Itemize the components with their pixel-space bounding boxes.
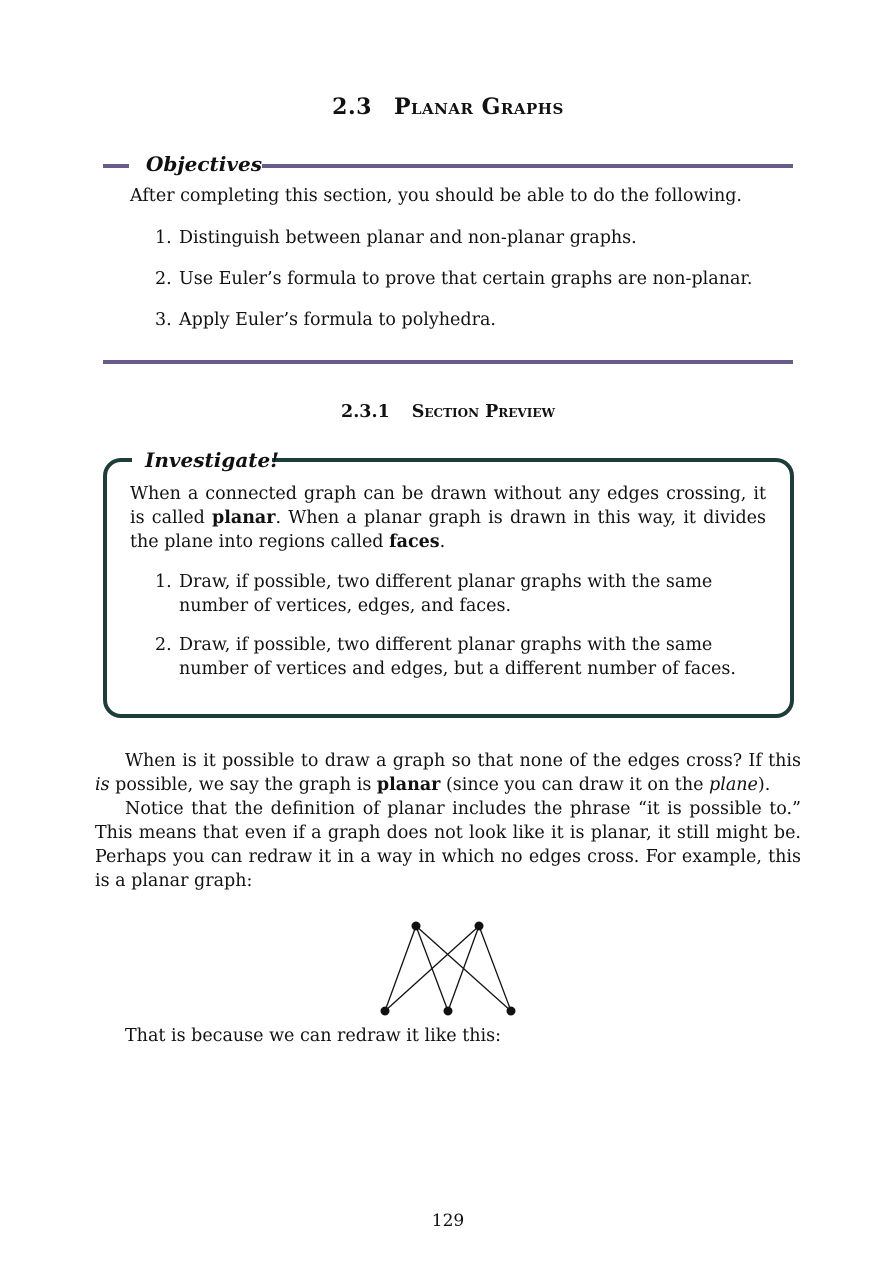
objectives-heading: Objectives: [146, 152, 262, 176]
graph-edge: [385, 926, 416, 1011]
body-text: possible, we say the graph is: [109, 775, 377, 795]
graph-edge: [385, 926, 479, 1011]
body-text: ).: [757, 775, 771, 795]
graph-vertex: [412, 922, 421, 931]
investigate-item-text: Draw, if possible, two different planar graphs with the same number of vertices and edges, but a different number of faces.: [179, 635, 736, 679]
graph-vertex: [475, 922, 484, 931]
investigate-item-number: 1.: [155, 572, 172, 592]
objective-number: 2.: [155, 269, 172, 289]
investigate-item-text: Draw, if possible, two different planar graphs with the same number of vertices, edges, and faces.: [179, 572, 713, 616]
emphasis-is: is: [95, 775, 110, 795]
body-text: When is it possible to draw a graph so that none of the edges cross? If this: [125, 751, 801, 771]
body-paragraph-2: [95, 797, 801, 893]
objectives-rule-right: [262, 164, 793, 168]
objective-item: [155, 269, 752, 289]
graph-vertex: [444, 1007, 453, 1016]
investigate-paragraph: [130, 482, 766, 554]
emphasis-plane: plane: [709, 775, 758, 795]
investigate-item-number: 2.: [155, 635, 172, 655]
objectives-rule-left: [103, 164, 129, 168]
graph-edge: [448, 926, 479, 1011]
body-text: That is because we can redraw it like this:: [125, 1026, 501, 1046]
investigate-heading: Investigate!: [145, 448, 280, 472]
body-paragraph-1: [95, 749, 801, 797]
body-paragraph-3: [95, 1026, 501, 1046]
objective-number: 1.: [155, 228, 172, 248]
objective-text: Use Euler’s formula to prove that certain graphs are non-planar.: [179, 269, 753, 289]
investigate-item: [155, 570, 766, 618]
objective-text: Distinguish between planar and non-planar graphs.: [179, 228, 637, 248]
graph-edge: [479, 926, 511, 1011]
graph-vertex: [381, 1007, 390, 1016]
graph-vertex: [507, 1007, 516, 1016]
term-planar: planar: [211, 508, 276, 528]
investigate-text: .: [439, 532, 446, 552]
investigate-item: [155, 633, 766, 681]
page-number: 129: [431, 1211, 465, 1231]
subsection-number: 2.3.1: [341, 402, 390, 422]
objective-item: [155, 310, 496, 330]
section-title: [0, 94, 896, 120]
section-heading: Planar Graphs: [393, 94, 564, 120]
investigate-text: . When a planar graph is drawn in this way, it divides the plane into regions called: [130, 508, 766, 552]
section-number: 2.3: [332, 94, 372, 120]
term-planar: planar: [376, 775, 441, 795]
graph-figure: [370, 915, 530, 1019]
subsection-title: [0, 402, 896, 422]
body-text: (since you can draw it on the: [440, 775, 710, 795]
objective-item: [155, 228, 637, 248]
objectives-rule-bottom: [103, 360, 793, 364]
objectives-intro: After completing this section, you should be able to do the following.: [130, 186, 742, 206]
objective-number: 3.: [155, 310, 172, 330]
term-faces: faces: [389, 532, 440, 552]
objective-text: Apply Euler’s formula to polyhedra.: [179, 310, 496, 330]
subsection-heading: Section Preview: [411, 402, 555, 422]
body-text: Notice that the definition of planar includes the phrase “it is possible to.” This means that even if a graph does not look like it is planar, it still might be. Perhaps you can redraw it in a way in which no edges cross. For example, this is a planar graph:: [95, 799, 801, 891]
investigate-text: When a connected graph can be drawn without any edges crossing, it is called: [130, 484, 766, 528]
